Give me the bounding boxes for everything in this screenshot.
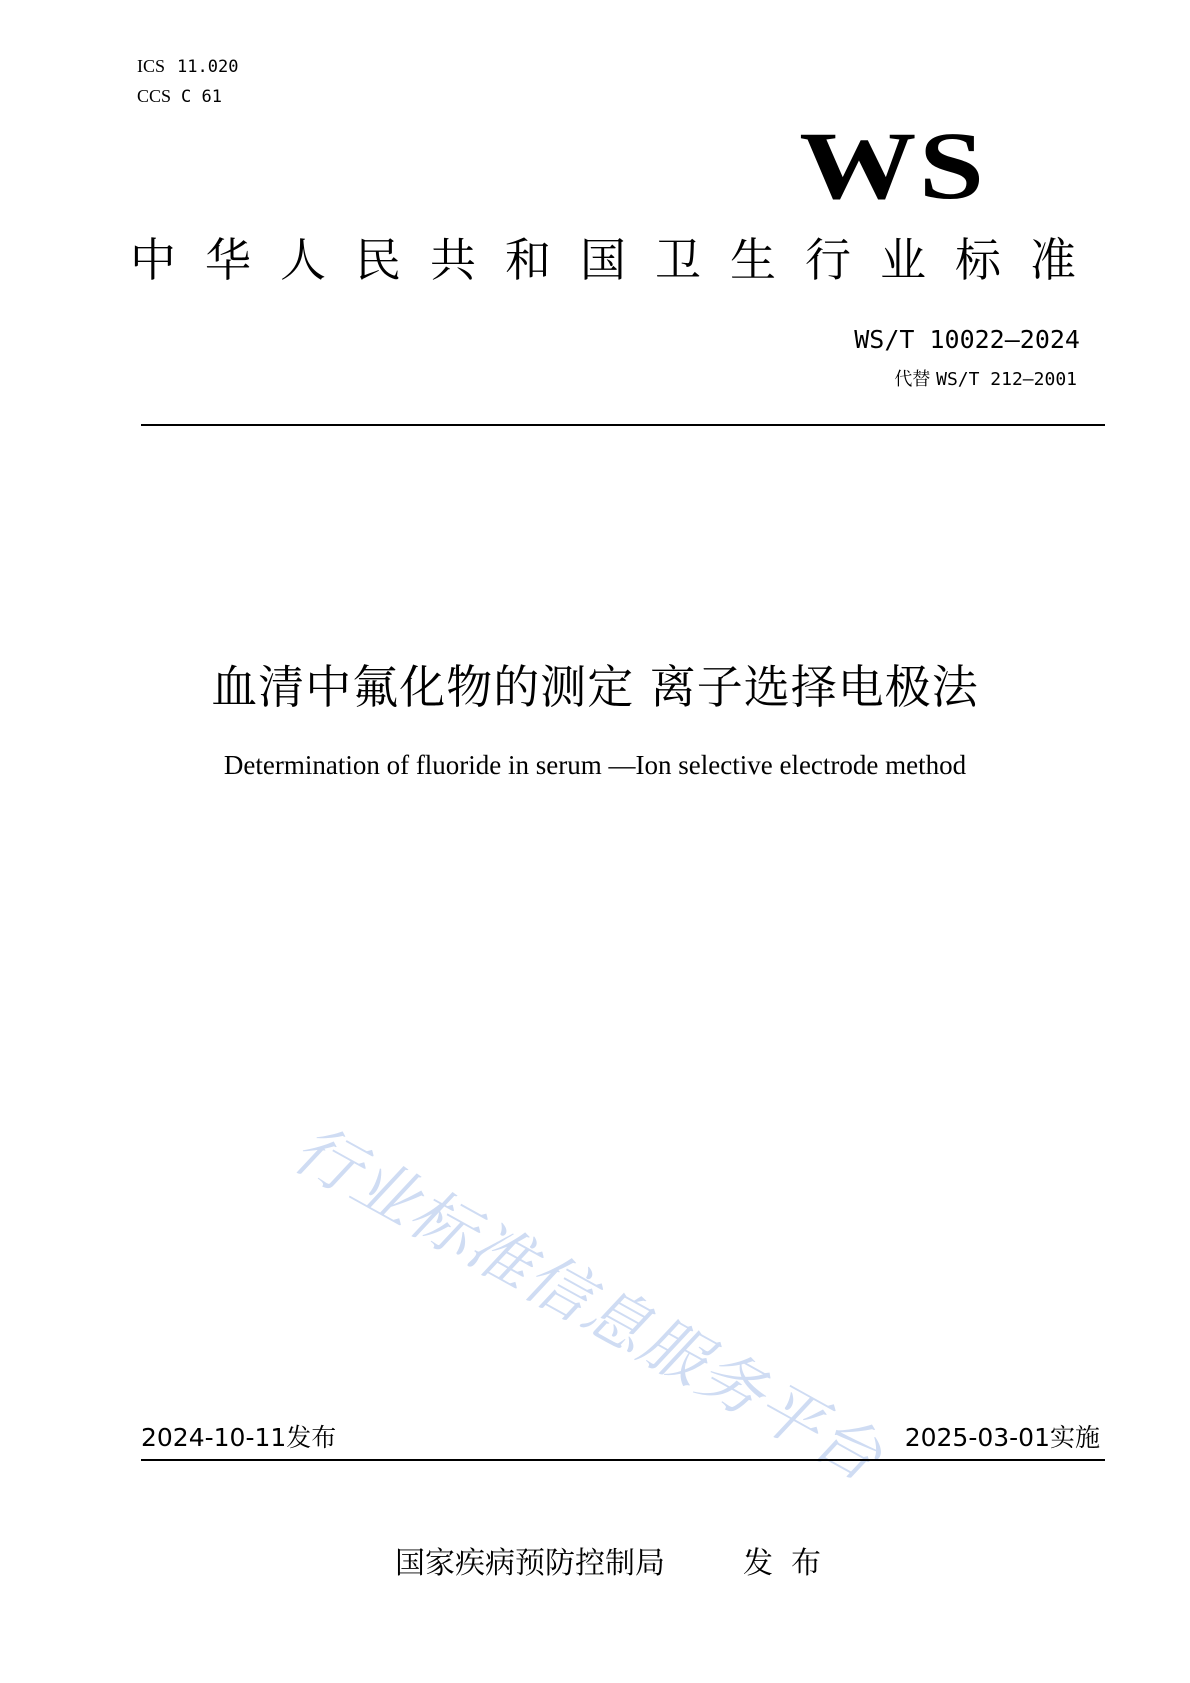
- ws-logo: WS: [798, 112, 986, 219]
- ccs-code: C 61: [181, 87, 222, 107]
- replaces-prefix: 代替: [894, 369, 931, 390]
- title-chinese: 血清中氟化物的测定 离子选择电极法: [211, 660, 979, 714]
- standard-organization: 中华人民共和国卫生行业标准: [130, 233, 1105, 287]
- watermark: 行业标准信息服务平台: [281, 1111, 895, 1497]
- ics-code: 11.020: [177, 57, 239, 77]
- ics-label: ICS: [137, 56, 166, 76]
- footer-divider: [141, 1459, 1105, 1461]
- ccs-label: CCS: [137, 86, 172, 106]
- title-english: Determination of fluoride in serum —Ion selective electrode method: [223, 750, 967, 780]
- header-divider: [141, 424, 1105, 426]
- issuer-name: 国家疾病预防控制局: [395, 1546, 665, 1581]
- replaces-line: [894, 365, 1077, 391]
- ics-line: [137, 56, 238, 77]
- implement-date: 2025-03-01实施: [904, 1423, 1100, 1452]
- replaces-number: WS/T 212—2001: [936, 369, 1077, 390]
- standard-number: WS/T 10022—2024: [854, 325, 1080, 354]
- publish-date: 2024-10-11发布: [141, 1423, 337, 1452]
- ccs-line: [137, 86, 222, 107]
- issue-action: 发布: [743, 1546, 839, 1581]
